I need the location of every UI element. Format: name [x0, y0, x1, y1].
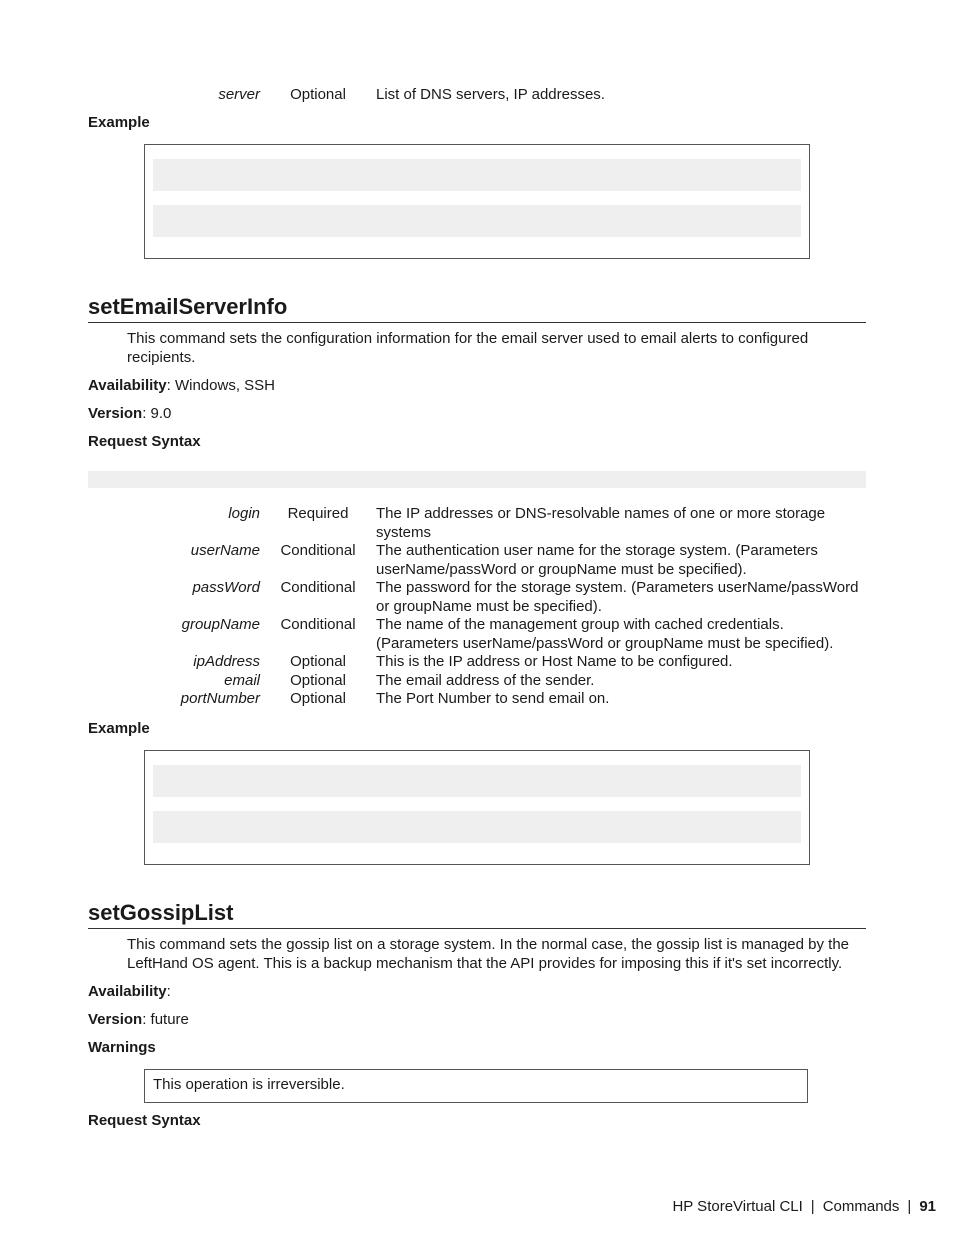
param-row: [88, 690, 866, 709]
param-row: [88, 542, 866, 579]
param-table: [88, 505, 866, 709]
code-line: [153, 811, 801, 843]
version-label: Version: [88, 405, 143, 422]
warning-text: This operation is irreversible.: [153, 1076, 345, 1093]
param-description: List of DNS servers, IP addresses.: [376, 86, 605, 103]
availability-value: : Windows, SSH: [166, 377, 276, 394]
example-label: Example: [88, 114, 150, 131]
param-name: userName: [190, 542, 260, 559]
footer-doc-title: HP StoreVirtual CLI: [672, 1198, 803, 1215]
param-requirement: Required: [287, 505, 349, 522]
section-title-setemailserverinfo: setEmailServerInfo: [88, 294, 866, 323]
request-syntax-label: Request Syntax: [88, 433, 201, 450]
page-number: 91: [919, 1198, 936, 1215]
version-value: : 9.0: [142, 405, 172, 422]
version-label: Version: [88, 1011, 143, 1028]
param-description: This is the IP address or Host Name to be configured.: [376, 653, 733, 670]
code-line: [153, 159, 801, 191]
param-requirement: Optional: [290, 86, 346, 103]
availability-label: Availability: [88, 377, 167, 394]
param-requirement: Optional: [290, 653, 346, 670]
param-description: The email address of the sender.: [376, 671, 595, 689]
availability-line: [88, 377, 275, 394]
param-row: [88, 505, 866, 542]
request-syntax-label: Request Syntax: [88, 1112, 201, 1129]
param-requirement: Conditional: [280, 579, 356, 596]
param-row: [88, 653, 866, 672]
page-footer: [672, 1198, 936, 1215]
section-description: This command sets the configuration information for the email server used to email alerts to configured recipients.: [127, 330, 809, 366]
param-requirement: Conditional: [280, 616, 356, 633]
availability-line: [88, 983, 171, 1000]
param-description: The authentication user name for the storage system. (Parameters userName/passWord or groupName must be specified).: [376, 542, 818, 578]
param-requirement: Optional: [290, 690, 346, 707]
param-row: [88, 579, 866, 616]
example-label: Example: [88, 720, 150, 737]
code-line: [153, 205, 801, 237]
section-description: This command sets the gossip list on a storage system. In the normal case, the gossip list is managed by the LeftHand OS agent. This is a backup mechanism that the API provides for imposing this if it's set incorrectly.: [127, 936, 850, 972]
param-name: email: [224, 671, 260, 689]
param-description: The name of the management group with cached credentials. (Parameters userName/passWord or groupName must be specified).: [376, 616, 834, 652]
example-code-box: [144, 144, 810, 259]
availability-value: :: [166, 983, 171, 1000]
version-value: : future: [142, 1011, 189, 1028]
param-requirement: Optional: [290, 671, 346, 689]
param-name: login: [228, 505, 260, 522]
param-description: The IP addresses or DNS-resolvable names of one or more storage systems: [376, 505, 826, 541]
param-name: ipAddress: [193, 653, 260, 670]
top-param-table: [88, 86, 866, 105]
warning-box: [144, 1069, 808, 1103]
param-requirement: Conditional: [280, 542, 356, 559]
footer-separator: |: [810, 1198, 815, 1215]
param-name: server: [218, 86, 260, 103]
param-name: passWord: [192, 579, 260, 596]
footer-separator: |: [907, 1198, 912, 1215]
param-name: portNumber: [180, 690, 260, 707]
version-line: [88, 405, 171, 422]
request-syntax-code: [88, 471, 866, 488]
footer-section: Commands: [822, 1198, 900, 1215]
param-description: The password for the storage system. (Parameters userName/passWord or groupName must be specified).: [376, 579, 859, 615]
param-row: [88, 672, 866, 691]
param-row: [88, 86, 866, 105]
param-row: [88, 616, 866, 653]
section-title-setgossiplist: setGossipList: [88, 900, 866, 929]
code-line: [153, 765, 801, 797]
param-name: groupName: [181, 616, 260, 633]
example-code-box: [144, 750, 810, 865]
availability-label: Availability: [88, 983, 167, 1000]
version-line: [88, 1011, 189, 1028]
warnings-label: Warnings: [88, 1039, 156, 1056]
param-description: The Port Number to send email on.: [376, 690, 610, 707]
